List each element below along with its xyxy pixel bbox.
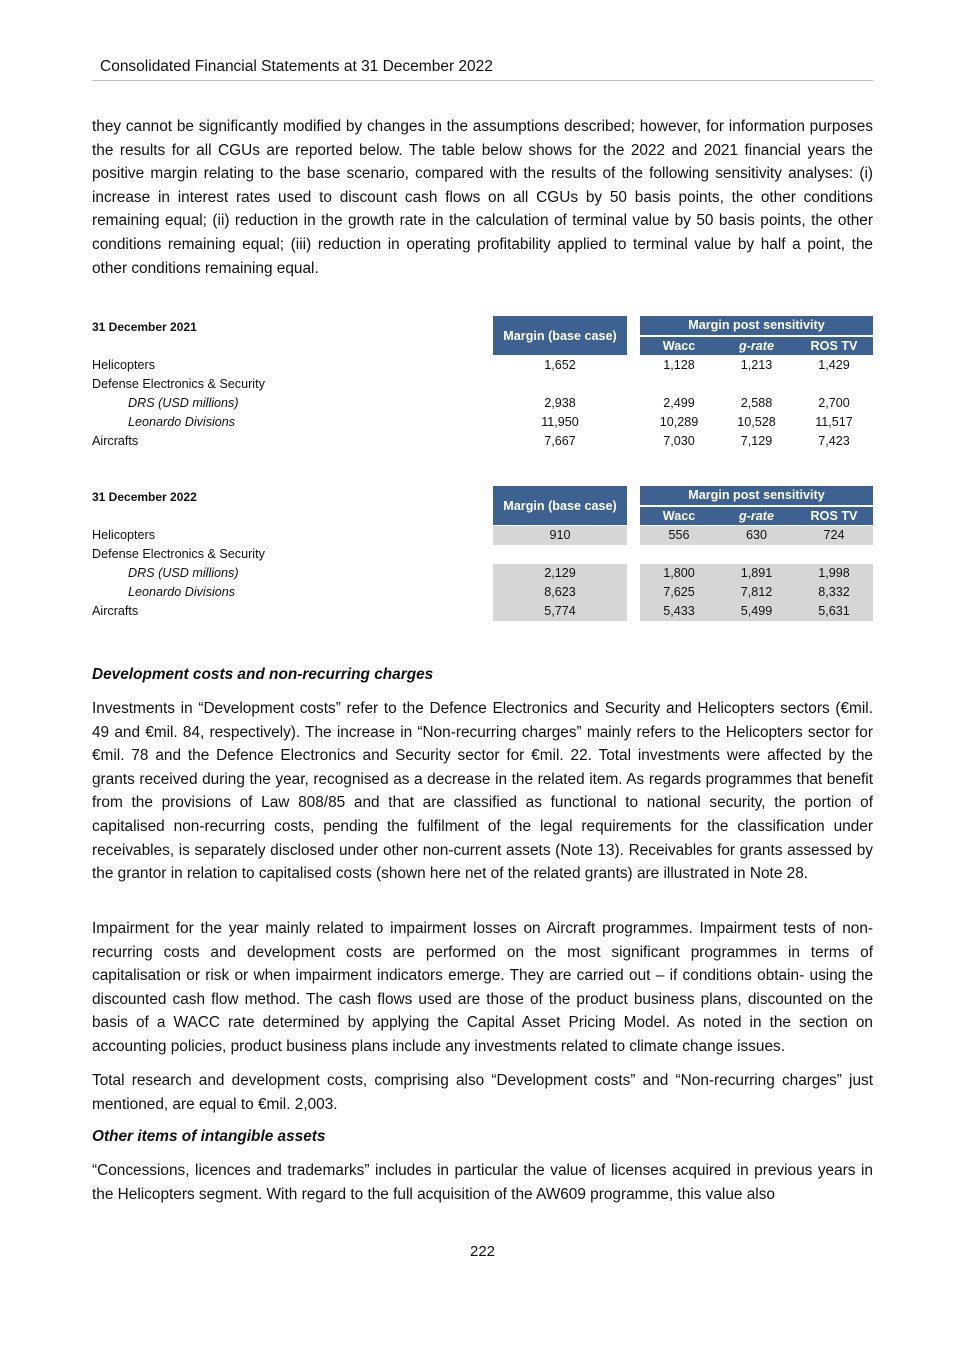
table-row xyxy=(92,602,873,621)
table-row xyxy=(92,375,873,394)
cell-wacc: 7,625 xyxy=(640,583,718,602)
cell-ros-tv: 8,332 xyxy=(795,583,873,602)
cell-base: 11,950 xyxy=(541,415,579,429)
cell-ros-tv: 5,631 xyxy=(795,602,873,621)
cell-base: 8,623 xyxy=(493,583,627,602)
row-label: Aircrafts xyxy=(92,604,139,618)
col-header-post-sensitivity: Margin post sensitivity xyxy=(640,316,873,335)
row-label: Aircrafts xyxy=(92,434,139,448)
row-label: Helicopters xyxy=(92,358,155,372)
cell-base: 910 xyxy=(493,526,627,545)
table-row xyxy=(92,413,873,432)
section-heading-other-intangibles: Other items of intangible assets xyxy=(92,1128,326,1145)
other-intangibles-paragraph: “Concessions, licences and trademarks” includes in particular the value of licenses acquired in previous years in the Helicopters segment. With regard to the full acquisition of the AW609 programme, this value also xyxy=(92,1162,873,1203)
cell-wacc: 7,030 xyxy=(663,434,695,448)
cell-ros-tv: 1,998 xyxy=(795,564,873,583)
col-header-post-sensitivity: Margin post sensitivity xyxy=(640,486,873,505)
development-costs-paragraph-1: Investments in “Development costs” refer to the Defence Electronics and Security and Helicopters sectors (€mil. 49 and €mil. 84, respectively). The increase in “Non-recurring charges” mainly refers to the Helicopters sector for €mil. 78 and the Defence Electronics and Security sector for €mil. 22. Total investments were affected by the grants received during the year, recognised as a decrease in the related item. As regards programmes that benefit from the provisions of Law 808/85 and that are classified as functional to national security, the portion of capitalised non-recurring costs, pending the fulfilment of the legal requirements for the classification under receivables, is separately disclosed under other non-current assets (Note 13). Receivables for grants assessed by the grantor in relation to capitalised costs (shown here net of the related grants) are illustrated in Note 28. xyxy=(92,700,873,883)
table-row xyxy=(92,526,873,545)
cell-base: 2,938 xyxy=(544,396,576,410)
cell-base: 2,129 xyxy=(493,564,627,583)
table-row xyxy=(92,394,873,413)
col-header-base-case: Margin (base case) xyxy=(493,316,627,355)
development-costs-paragraph-2: Impairment for the year mainly related to impairment losses on Aircraft programmes. Impairment tests of non-recurring costs and development costs are performed on the most significant programmes in terms of capitalisation or risk or when impairment indicators emerge. They are carried out – if conditions obtain- using the discounted cash flow method. The cash flows used are those of the product business plans, discounted on the basis of a WACC rate determined by applying the Capital Asset Pricing Model. As noted in the section on accounting policies, product business plans include any investments related to climate change issues. xyxy=(92,920,873,1055)
cell-g-rate: 7,812 xyxy=(718,583,795,602)
cell-ros-tv: 1,429 xyxy=(818,358,850,372)
page-header: Consolidated Financial Statements at 31 December 2022 xyxy=(92,58,873,81)
cell-g-rate: 1,891 xyxy=(718,564,795,583)
intro-paragraph: they cannot be significantly modified by changes in the assumptions described; however, for information purposes the results for all CGUs are reported below. The table below shows for the 2022 and 2021 financial years the positive margin relating to the base scenario, compared with the results of the following sensitivity analyses: (i) increase in interest rates used to discount cash flows on all CGUs by 50 basis points, the other conditions remaining equal; (ii) reduction in the growth rate in the calculation of terminal value by 50 basis points, the other conditions remaining equal; (iii) reduction in operating profitability applied to terminal value by half a point, the other conditions remaining equal. xyxy=(92,118,873,277)
development-costs-paragraph-3: Total research and development costs, comprising also “Development costs” and “Non-recurring charges” just mentioned, are equal to €mil. 2,003. xyxy=(92,1072,873,1113)
table-row xyxy=(92,564,873,583)
col-header-ros-tv: ROS TV xyxy=(795,506,873,525)
table-row xyxy=(92,583,873,602)
table-row xyxy=(92,356,873,375)
row-label: Leonardo Divisions xyxy=(128,585,236,599)
cell-wacc: 1,800 xyxy=(640,564,718,583)
row-label: Defense Electronics & Security xyxy=(92,547,265,561)
cell-base: 1,652 xyxy=(544,358,576,372)
cell-base: 5,774 xyxy=(493,602,627,621)
cell-ros-tv: 7,423 xyxy=(818,434,850,448)
cell-wacc: 5,433 xyxy=(640,602,718,621)
cell-wacc: 556 xyxy=(640,526,718,545)
table-title: 31 December 2022 xyxy=(92,490,197,504)
cell-wacc: 2,499 xyxy=(663,396,695,410)
cell-g-rate: 7,129 xyxy=(740,434,773,448)
table-row xyxy=(92,432,873,451)
cell-g-rate: 2,588 xyxy=(740,396,773,410)
row-label: Leonardo Divisions xyxy=(128,415,236,429)
col-header-base-case: Margin (base case) xyxy=(493,486,627,525)
cell-ros-tv: 724 xyxy=(795,526,873,545)
cell-g-rate: 5,499 xyxy=(718,602,795,621)
row-label: DRS (USD millions) xyxy=(128,566,239,580)
cell-wacc: 1,128 xyxy=(663,358,695,372)
row-label: Defense Electronics & Security xyxy=(92,377,265,391)
col-header-wacc: Wacc xyxy=(640,336,718,355)
cell-ros-tv: 2,700 xyxy=(818,396,850,410)
cell-wacc: 10,289 xyxy=(659,415,699,429)
section-heading-development-costs: Development costs and non-recurring charges xyxy=(92,666,434,683)
col-header-g-rate: g-rate xyxy=(718,336,795,355)
cell-g-rate: 10,528 xyxy=(737,415,776,429)
page-number: 222 xyxy=(469,1243,496,1260)
row-label: Helicopters xyxy=(92,528,155,542)
col-header-g-rate: g-rate xyxy=(718,506,795,525)
row-label: DRS (USD millions) xyxy=(128,396,239,410)
cell-g-rate: 1,213 xyxy=(740,358,773,372)
cell-ros-tv: 11,517 xyxy=(815,415,853,429)
col-header-ros-tv: ROS TV xyxy=(795,336,873,355)
col-header-wacc: Wacc xyxy=(640,506,718,525)
cell-g-rate: 630 xyxy=(718,526,795,545)
table-title: 31 December 2021 xyxy=(92,320,197,334)
table-row xyxy=(92,545,873,564)
cell-base: 7,667 xyxy=(544,434,576,448)
